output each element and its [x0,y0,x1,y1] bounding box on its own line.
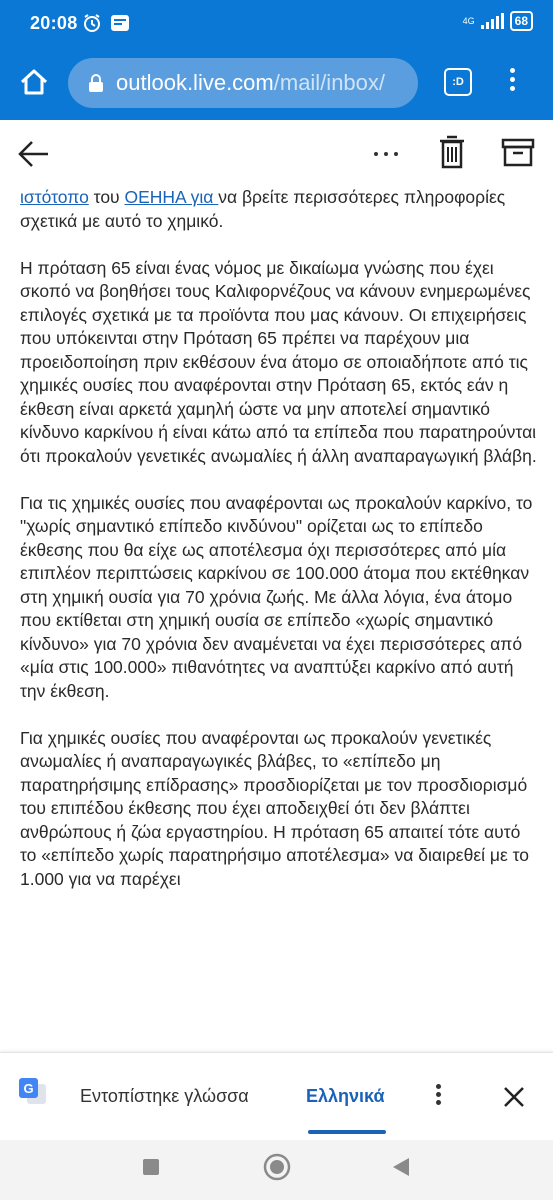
battery-indicator: 68 [510,11,533,31]
alarm-icon [82,13,102,33]
close-icon[interactable] [500,1083,528,1111]
overflow-menu-icon[interactable] [430,1081,446,1113]
tab-switcher-icon[interactable]: :D [444,68,472,96]
more-icon[interactable] [368,146,404,162]
email-body [20,186,540,1052]
status-bar [0,0,553,46]
signal-icon [481,13,504,29]
back-icon[interactable] [392,1157,410,1177]
system-nav-bar [0,1140,553,1200]
url-bar[interactable] [68,58,418,108]
trash-icon[interactable] [436,134,468,170]
overflow-menu-icon[interactable] [502,64,522,100]
email-paragraph: Για τις χημικές ουσίες που αναφέρονται ως προκαλούν καρκίνο, το "χωρίς σημαντικό επίπεδο κινδύνου" ορίζεται ως το επίπεδο έκθεσης που θα είχε ως αποτέλεσμα όχι περισσότερες από μία επιπλέον περιπτώσεις καρκίνου σε 100.000 άτομα που εκτέθηκαν στη χημική ουσία για 70 χρόνια ζωής. Με άλλα λόγια, ένα άτομο που εκτίθεται στη χημική ουσία σε επίπεδο «χωρίς σημαντικό κίνδυνο» για 70 χρόνια δεν αναμένεται να έχει περισσότερες από «μία στις 100.000» πιθανότητες να αναπτύξει καρκίνο από αυτή την έκθεση. [20,492,533,701]
email-paragraph: Για χημικές ουσίες που αναφέρονται ως προκαλούν γενετικές ανωμαλίες ή αναπαραγωγικές βλάβες, το «επίπεδο μη παρατηρήσιμης επίδρασης» προσδιορίζεται με τον προσδιορισμό του επιπέδου έκθεσης που έχει αποδειχθεί ότι δεν βλάπτει ανθρώπους ή ζώα εργαστηρίου. Η πρόταση 65 απαιτεί τότε αυτό το «επίπεδο χωρίς παρατηρήσιμο αποτέλεσμα» να διαιρεθεί με το 1.000 για να παρέχει [20,727,530,889]
back-arrow-icon[interactable] [14,134,54,174]
browser-toolbar [0,46,553,120]
mail-toolbar [0,120,553,186]
url-path: /mail/inbox/ [273,70,386,95]
oehha-link[interactable]: ΟΕΗΗΑ για [124,187,219,207]
home-icon[interactable] [263,1153,291,1181]
recents-icon[interactable] [143,1159,159,1175]
network-type: 4G [462,15,475,26]
google-translate-icon [18,1077,48,1107]
home-icon[interactable] [14,62,54,102]
translate-bar [0,1052,553,1141]
svg-text:G: G [23,1081,34,1096]
lock-icon [88,74,104,92]
language-tab-indicator [308,1130,386,1134]
email-paragraph: ιστότοπο του ΟΕΗΗΑ για να βρείτε περισσότερες πληροφορίες σχετικά με αυτό το χημικό. [20,187,506,231]
language-tab[interactable]: Ελληνικά [306,1086,385,1106]
status-time: 20:08 [30,13,78,33]
email-paragraph: Η πρόταση 65 είναι ένας νόμος με δικαίωμα γνώσης που έχει σκοπό να βοηθήσει τους Καλιφορνέζους να κάνουν ενημερωμένες επιλογές σχετικά με τα προϊόντα που μας κάνουν. Οι επιχειρήσεις που υπόκεινται στην Πρόταση 65 πρέπει να παρέχουν μια προειδοποίηση πριν εκθέσουν ένα άτομο σε οποιαδήποτε από τις χημικές ουσίες που αναφέρονται στην Πρόταση 65, εκτός εάν η έκθεση είναι αρκετά χαμηλή ώστε να μην αποτελεί σημαντικό κίνδυνο καρκίνου ή είναι κάτω από τα επίπεδα που παρατηρούνται ότι προκαλούν γενετικές ανωμαλίες ή άλλη αναπαραγωγική βλάβη. [20,257,537,466]
website-link[interactable]: ιστότοπο [20,187,89,207]
archive-icon[interactable] [500,136,536,168]
url-domain: outlook.live.com [116,70,274,95]
app-notification-icon [110,13,130,33]
url-text [116,70,410,96]
detected-language-label: Εντοπίστηκε γλώσσα [80,1086,249,1106]
